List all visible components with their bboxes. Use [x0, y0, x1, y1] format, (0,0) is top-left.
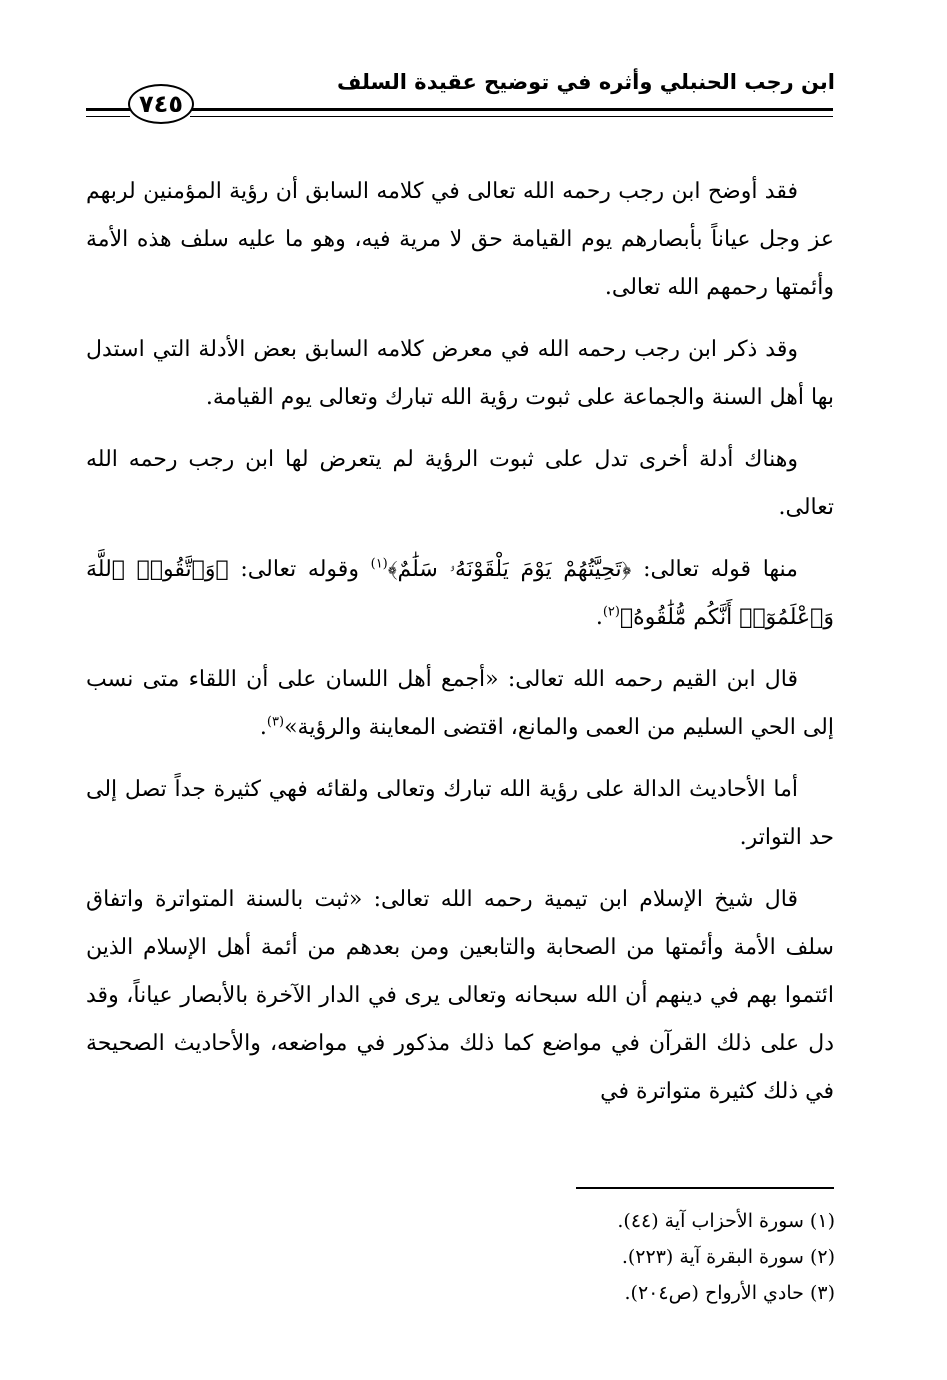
footnote-ref-2: (٢) — [602, 604, 620, 620]
footnote-1: (١) سورة الأحزاب آية (٤٤). — [617, 1210, 835, 1232]
header-rule-left-thick — [86, 108, 130, 111]
verse-intro: منها قوله تعالى: — [631, 557, 798, 582]
footnote-2: (٢) سورة البقرة آية (٢٢٣). — [621, 1246, 835, 1268]
main-text — [86, 168, 834, 1130]
footnotes — [435, 1203, 835, 1311]
verse-end: . — [595, 605, 603, 630]
header-rule-left-thin — [86, 116, 130, 117]
page-number: ٧٤٥ — [128, 84, 194, 124]
paragraph-3: وهناك أدلة أخرى تدل على ثبوت الرؤية لم يتعرض لها ابن رجب رحمه الله تعالى. — [86, 447, 834, 520]
footnote-separator — [576, 1187, 834, 1189]
verse-mid: وقوله تعالى: — [228, 557, 371, 582]
footnote-ref-1: (١) — [370, 556, 388, 572]
running-header-title: ابن رجب الحنبلي وأثره في توضيح عقيدة السلف — [336, 70, 835, 94]
quote-text: قال ابن القيم رحمه الله تعالى: «أجمع أهل اللسان على أن اللقاء متى نسب إلى الحي السليم من العمى والمانع، اقتضى المعاينة والرؤية» — [86, 667, 834, 740]
footnote-ref-3: (٣) — [266, 714, 285, 730]
verse-paragraph — [86, 546, 834, 642]
paragraph-4: أما الأحاديث الدالة على رؤية الله تبارك وتعالى ولقائه فهي كثيرة جداً تصل إلى حد التواتر. — [86, 777, 834, 850]
quran-verse-2: ﴿وَٱتَّقُوا۟ ٱللَّهَ وَٱعْلَمُوٓا۟ أَنَّكُم مُّلَٰقُوهُ﴾ — [86, 557, 834, 630]
paragraph-1: فقد أوضح ابن رجب رحمه الله تعالى في كلامه السابق أن رؤية المؤمنين لربهم عز وجل عياناً بأبصارهم يوم القيامة حق لا مرية فيه، وهو ما عليه سلف هذه الأمة وأئمتها رحمهم الله تعالى. — [86, 179, 834, 300]
quote-paragraph — [86, 656, 834, 752]
footnote-3: (٣) حادي الأرواح (ص٢٠٤). — [624, 1282, 835, 1304]
paragraph-5: قال شيخ الإسلام ابن تيمية رحمه الله تعالى: «ثبت بالسنة المتواترة واتفاق سلف الأمة وأئمتها من الصحابة والتابعين ومن بعدهم من أئمة أهل الإسلام الذين ائتموا بهم في دينهم أن الله سبحانه وتعالى يرى في الدار الآخرة بالأبصار عياناً، وقد دل على ذلك القرآن في مواضع كما ذلك مذكور في مواضعه، والأحاديث الصحيحة في ذلك كثيرة متواترة في — [86, 887, 834, 1104]
header-rule-right-thick — [190, 108, 833, 111]
quran-verse-1: ﴿تَحِيَّتُهُمْ يَوْمَ يَلْقَوْنَهُۥ سَلَٰمٌ﴾ — [387, 557, 632, 582]
quote-end: . — [259, 715, 267, 740]
header-rule-right-thin — [190, 116, 833, 117]
paragraph-2: وقد ذكر ابن رجب رحمه الله في معرض كلامه السابق بعض الأدلة التي استدل بها أهل السنة والجماعة على ثبوت رؤية الله تبارك وتعالى يوم القيامة. — [86, 337, 834, 410]
